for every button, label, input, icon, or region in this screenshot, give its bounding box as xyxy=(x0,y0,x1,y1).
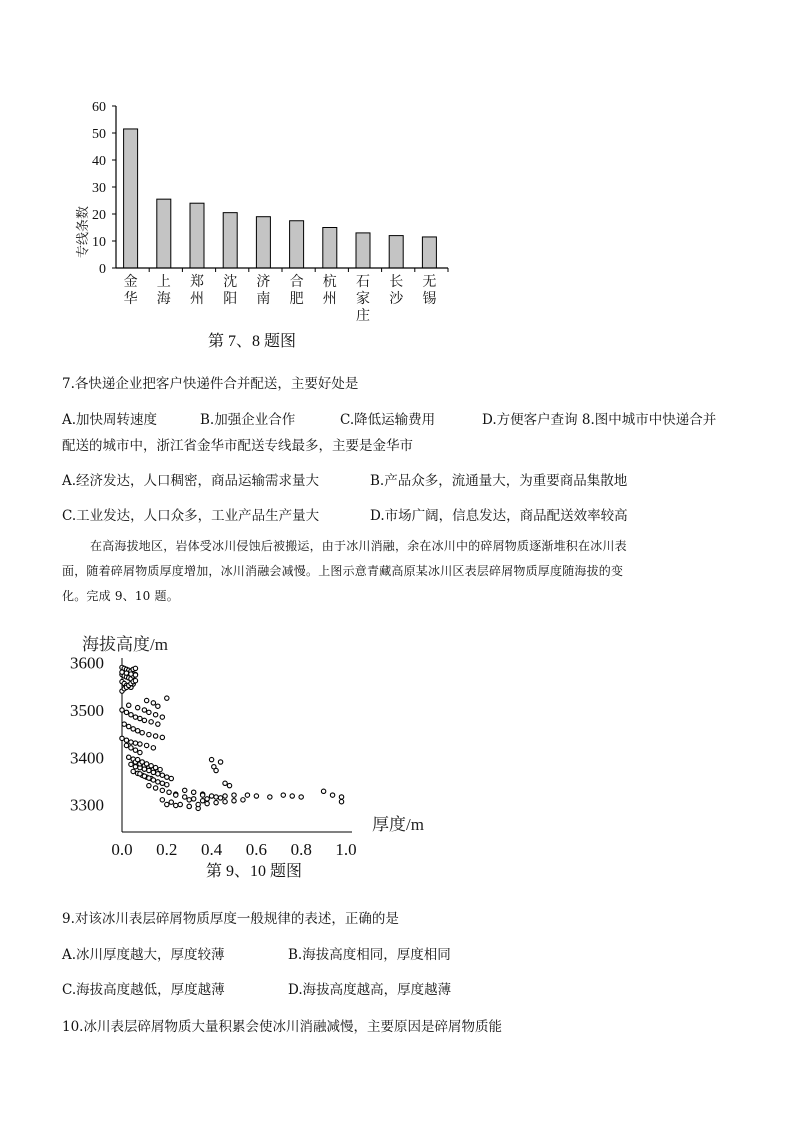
scatter-y-tick-label: 3300 xyxy=(70,795,104,815)
q7-option-b[interactable]: B.加强企业合作 xyxy=(200,412,296,428)
scatter-point xyxy=(205,797,209,801)
scatter-x-axis-label: 厚度/m xyxy=(372,815,424,834)
scatter-point xyxy=(138,750,142,754)
scatter-point xyxy=(129,713,133,717)
scatter-point xyxy=(129,746,133,750)
bar-x-label-char: 州 xyxy=(322,292,337,307)
scatter-point xyxy=(218,760,222,764)
scatter-point xyxy=(140,730,144,734)
scatter-point xyxy=(200,799,204,803)
q7-option-d[interactable]: D.方便客户查询 8.图中城市中快递合并 xyxy=(482,412,717,428)
q9-option-c[interactable]: C.海拔高度越低，厚度越薄 xyxy=(62,982,225,998)
scatter-point xyxy=(290,794,294,798)
q8-option-b[interactable]: B.产品众多，流通量大，为重要商品集散地 xyxy=(370,473,628,489)
scatter-point xyxy=(133,678,137,682)
scatter-point xyxy=(133,715,137,719)
bar-y-axis-label: 专线条数 xyxy=(75,205,90,259)
scatter-point xyxy=(223,794,227,798)
scatter-point xyxy=(321,789,325,793)
scatter-point xyxy=(156,704,160,708)
bar-x-label-char: 无 xyxy=(422,275,437,290)
scatter-point xyxy=(191,797,195,801)
scatter-point xyxy=(140,760,144,764)
bar-x-label-char: 金 xyxy=(123,275,138,290)
scatter-point xyxy=(299,795,303,799)
scatter-point xyxy=(151,746,155,750)
scatter-point xyxy=(209,757,213,761)
scatter-point xyxy=(131,727,135,731)
scatter-point xyxy=(135,757,139,761)
scatter-point xyxy=(138,742,142,746)
bar-8 xyxy=(389,236,403,268)
scatter-point xyxy=(183,788,187,792)
scatter-point xyxy=(153,786,157,790)
scatter-point xyxy=(165,802,169,806)
q7-option-c[interactable]: C.降低运输费用 xyxy=(340,412,436,428)
scatter-point xyxy=(254,794,258,798)
q9-option-b[interactable]: B.海拔高度相同，厚度相同 xyxy=(288,947,451,963)
scatter-point xyxy=(169,800,173,804)
scatter-point xyxy=(153,734,157,738)
scatter-point xyxy=(151,770,155,774)
scatter-point xyxy=(142,767,146,771)
scatter-point xyxy=(129,672,133,676)
scatter-chart xyxy=(70,628,430,863)
scatter-point xyxy=(205,801,209,805)
scatter-point xyxy=(214,768,218,772)
scatter-point xyxy=(174,793,178,797)
scatter-point xyxy=(129,762,133,766)
scatter-point xyxy=(187,804,191,808)
scatter-point xyxy=(124,710,128,714)
bar-x-label-char: 沈 xyxy=(223,275,238,290)
q7-option-a[interactable]: A.加快周转速度 xyxy=(62,412,158,428)
scatter-point xyxy=(144,743,148,747)
scatter-point xyxy=(147,776,151,780)
scatter-x-tick-label: 0.0 xyxy=(111,840,133,859)
scatter-point xyxy=(133,765,137,769)
scatter-x-tick-label: 0.4 xyxy=(200,840,223,859)
scatter-point xyxy=(156,772,160,776)
scatter-point xyxy=(339,795,343,799)
scatter-point xyxy=(218,796,222,800)
scatter-point xyxy=(133,748,137,752)
bar-y-tick-label: 40 xyxy=(92,154,106,169)
bar-y-tick-label: 30 xyxy=(92,181,106,196)
scatter-point xyxy=(191,790,195,794)
chart2-caption: 第 9、10 题图 xyxy=(206,863,303,880)
scatter-y-tick-label: 3400 xyxy=(70,748,104,768)
bar-x-label-char: 家 xyxy=(356,292,370,307)
intro-line-1: 在高海拔地区，岩体受冰川侵蚀后被搬运，由于冰川消融，余在冰川中的碎屑物质逐渐堆积在冰川表 xyxy=(90,539,627,553)
bar-4 xyxy=(256,217,270,268)
scatter-point xyxy=(120,736,124,740)
scatter-point xyxy=(138,772,142,776)
scatter-point xyxy=(127,755,131,759)
scatter-point xyxy=(209,794,213,798)
bar-7 xyxy=(356,233,370,268)
intro-paragraph xyxy=(62,534,742,609)
bar-x-label-char: 杭 xyxy=(322,275,337,290)
scatter-point xyxy=(268,795,272,799)
bar-y-tick-label: 20 xyxy=(92,208,106,223)
intro-line-3: 化。完成 9、10 题。 xyxy=(62,589,179,603)
bar-0 xyxy=(124,129,138,268)
scatter-y-tick-label: 3500 xyxy=(70,701,104,720)
bar-x-label-char: 沙 xyxy=(389,292,404,307)
scatter-point xyxy=(133,666,137,670)
bar-1 xyxy=(157,199,171,268)
scatter-point xyxy=(156,722,160,726)
scatter-point xyxy=(232,799,236,803)
bar-x-label-char: 肥 xyxy=(289,292,304,307)
bar-chart xyxy=(60,92,460,332)
scatter-point xyxy=(151,701,155,705)
scatter-point xyxy=(330,793,334,797)
bar-2 xyxy=(190,203,204,268)
scatter-point xyxy=(142,708,146,712)
bar-6 xyxy=(323,228,337,269)
scatter-point xyxy=(124,738,128,742)
bar-y-tick-label: 0 xyxy=(99,262,106,277)
bar-x-label-char: 锡 xyxy=(422,292,437,307)
scatter-point xyxy=(153,765,157,769)
bar-y-tick-label: 50 xyxy=(92,127,106,142)
bar-y-tick-label: 10 xyxy=(92,235,106,250)
scatter-point xyxy=(129,740,133,744)
q9-stem: 9.对该冰川表层碎屑物质厚度一般规律的表述，正确的是 xyxy=(62,911,399,927)
scatter-point xyxy=(122,722,126,726)
scatter-y-axis-label: 海拔高度/m xyxy=(82,635,168,654)
bar-x-label-char: 华 xyxy=(123,292,138,307)
q8-option-a[interactable]: A.经济发达，人口稠密，商品运输需求量大 xyxy=(62,473,320,489)
scatter-point xyxy=(142,718,146,722)
bar-9 xyxy=(422,237,436,268)
scatter-point xyxy=(131,769,135,773)
intro-line-2: 面，随着碎屑物质厚度增加，冰川消融会减慢。上图示意青藏高原某冰川区表层碎屑物质厚度随海拔的变 xyxy=(62,564,624,578)
scatter-point xyxy=(200,793,204,797)
scatter-point xyxy=(245,793,249,797)
q9-option-a[interactable]: A.冰川厚度越大，厚度较薄 xyxy=(62,947,225,963)
chart1-caption: 第 7、8 题图 xyxy=(208,333,297,350)
scatter-point xyxy=(124,743,128,747)
bar-x-label-char: 南 xyxy=(256,292,271,307)
q9-option-d[interactable]: D.海拔高度越高，厚度越薄 xyxy=(288,982,452,998)
q8-stem: 配送的城市中，浙江省金华市配送专线最多，主要是金华市 xyxy=(62,438,413,454)
scatter-point xyxy=(151,778,155,782)
bar-x-label-char: 庄 xyxy=(356,309,370,324)
scatter-point xyxy=(227,783,231,787)
scatter-point xyxy=(127,703,131,707)
scatter-point xyxy=(147,768,151,772)
scatter-point xyxy=(135,729,139,733)
scatter-point xyxy=(147,783,151,787)
bar-x-label-char: 济 xyxy=(256,275,271,290)
scatter-point xyxy=(165,696,169,700)
scatter-x-tick-label: 0.6 xyxy=(245,840,268,859)
scatter-point xyxy=(339,800,343,804)
scatter-point xyxy=(149,720,153,724)
scatter-point xyxy=(160,773,164,777)
bar-5 xyxy=(290,221,304,268)
scatter-point xyxy=(160,735,164,739)
scatter-point xyxy=(241,798,245,802)
bar-x-label-char: 海 xyxy=(156,292,171,307)
scatter-point xyxy=(135,705,139,709)
scatter-point xyxy=(149,764,153,768)
scatter-point xyxy=(144,762,148,766)
bar-x-label-char: 州 xyxy=(190,292,204,307)
scatter-y-tick-label: 3600 xyxy=(70,653,104,673)
bar-x-label-char: 长 xyxy=(389,275,404,290)
scatter-point xyxy=(120,708,124,712)
scatter-point xyxy=(174,803,178,807)
scatter-point xyxy=(160,788,164,792)
scatter-point xyxy=(138,716,142,720)
scatter-point xyxy=(160,781,164,785)
scatter-point xyxy=(133,673,137,677)
q8-option-d[interactable]: D.市场广阔，信息发达，商品配送效率较高 xyxy=(370,508,628,524)
scatter-point xyxy=(281,793,285,797)
scatter-point xyxy=(214,800,218,804)
q8-option-c[interactable]: C.工业发达，人口众多，工业产品生产量大 xyxy=(62,508,320,524)
scatter-point xyxy=(165,782,169,786)
bar-3 xyxy=(223,213,237,268)
scatter-x-tick-label: 0.2 xyxy=(156,840,178,859)
bar-x-label-char: 上 xyxy=(156,275,171,290)
scatter-point xyxy=(167,790,171,794)
scatter-point xyxy=(144,698,148,702)
bar-x-label-char: 郑 xyxy=(190,275,204,290)
scatter-point xyxy=(156,780,160,784)
scatter-point xyxy=(153,713,157,717)
scatter-point xyxy=(165,775,169,779)
scatter-point xyxy=(124,671,128,675)
scatter-point xyxy=(147,710,151,714)
scatter-point xyxy=(183,795,187,799)
scatter-point xyxy=(187,798,191,802)
bar-x-label-char: 石 xyxy=(356,275,370,290)
scatter-point xyxy=(178,802,182,806)
scatter-point xyxy=(223,800,227,804)
scatter-point xyxy=(158,767,162,771)
q10-stem: 10.冰川表层碎屑物质大量积累会使冰川消融减慢，主要原因是碎屑物质能 xyxy=(62,1019,502,1035)
scatter-point xyxy=(142,774,146,778)
scatter-point xyxy=(169,776,173,780)
scatter-point xyxy=(232,793,236,797)
bar-x-label-char: 合 xyxy=(289,275,304,290)
scatter-point xyxy=(196,802,200,806)
scatter-x-tick-label: 0.8 xyxy=(290,840,312,859)
scatter-point xyxy=(160,715,164,719)
bar-y-tick-label: 60 xyxy=(92,100,106,115)
scatter-point xyxy=(127,724,131,728)
scatter-point xyxy=(223,781,227,785)
bar-x-label-char: 阳 xyxy=(223,292,238,307)
scatter-x-tick-label: 1.0 xyxy=(335,840,357,859)
scatter-point xyxy=(133,741,137,745)
scatter-point xyxy=(160,798,164,802)
q7-stem: 7.各快递企业把客户快递件合并配送，主要好处是 xyxy=(62,376,359,392)
scatter-point xyxy=(120,670,124,674)
scatter-point xyxy=(147,732,151,736)
scatter-point xyxy=(214,795,218,799)
